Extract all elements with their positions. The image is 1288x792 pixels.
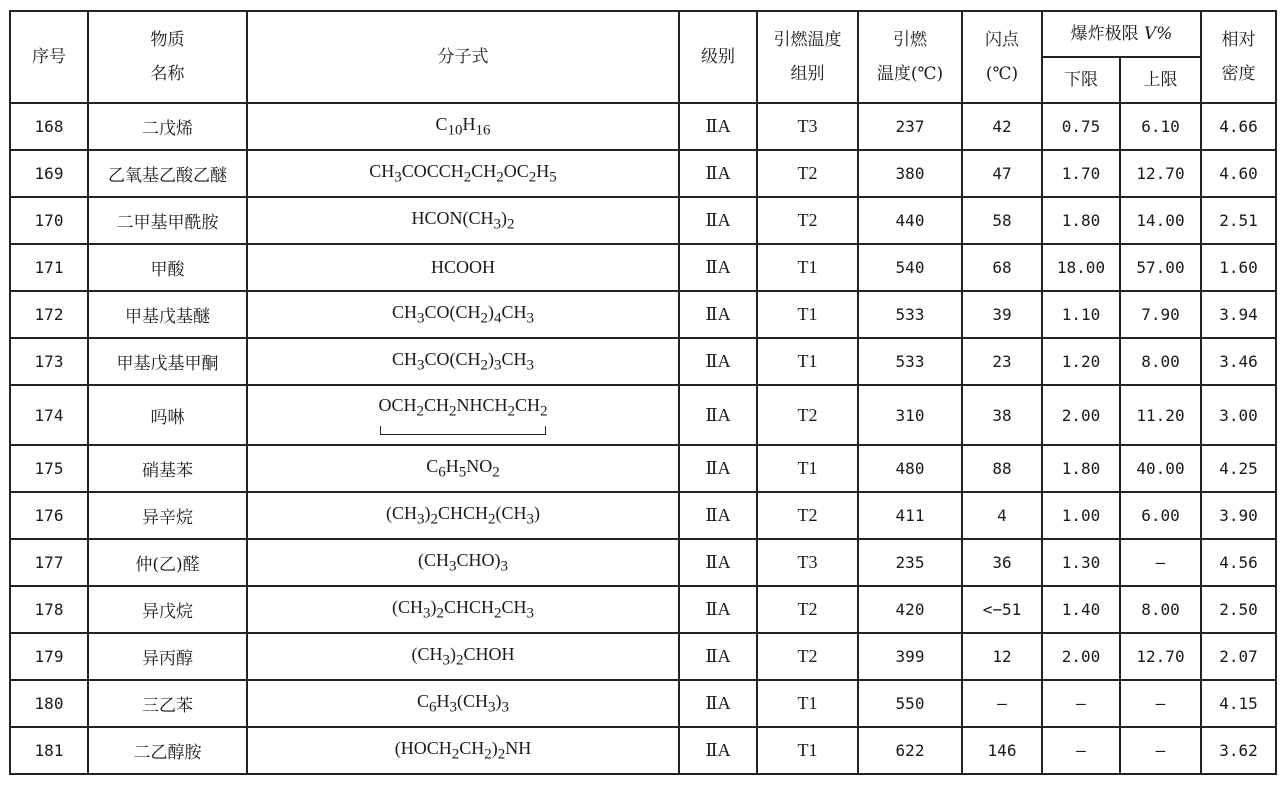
cell-relative-density: 2.07 (1201, 633, 1276, 680)
header-flash-line1: 闪点 (985, 30, 1019, 50)
cell-relative-density: 4.15 (1201, 680, 1276, 727)
cell-substance-name: 硝基苯 (88, 445, 247, 492)
header-grade: 级别 (679, 11, 757, 103)
cell-formula: $CH_3COCCH_2CH_2OC_2H_5$ (247, 150, 679, 197)
cell-substance-name: 二乙醇胺 (88, 727, 247, 774)
cell-ignition-temp: 411 (858, 492, 962, 539)
cell-formula: HCOOH (247, 244, 679, 291)
cell-formula: $(CH_3)_2CHOH$ (247, 633, 679, 680)
cell-lower-limit: 2.00 (1042, 633, 1120, 680)
cell-no: 181 (10, 727, 88, 774)
cell-grade: ⅡA (679, 492, 757, 539)
cell-relative-density: 1.60 (1201, 244, 1276, 291)
cell-ignition-group: T1 (757, 338, 858, 385)
cell-lower-limit: 2.00 (1042, 385, 1120, 445)
cell-ignition-temp: 399 (858, 633, 962, 680)
header-density-line2: 密度 (1221, 64, 1256, 84)
cell-grade: ⅡA (679, 197, 757, 244)
header-ignition-group (757, 11, 858, 103)
cell-upper-limit: 14.00 (1120, 197, 1201, 244)
cell-relative-density: 3.94 (1201, 291, 1276, 338)
header-ignition-temp (858, 11, 962, 103)
table-row (10, 633, 1276, 680)
cell-upper-limit: 11.20 (1120, 385, 1201, 445)
cell-flash-point: 146 (962, 727, 1042, 774)
cell-upper-limit: 6.00 (1120, 492, 1201, 539)
header-ignition-group-line1: 引燃温度 (773, 30, 842, 50)
cell-relative-density: 4.56 (1201, 539, 1276, 586)
table-row (10, 445, 1276, 492)
table-row (10, 150, 1276, 197)
cell-relative-density: 3.62 (1201, 727, 1276, 774)
cell-flash-point: 38 (962, 385, 1042, 445)
table-row (10, 197, 1276, 244)
cell-formula (247, 385, 679, 445)
cell-lower-limit: 1.70 (1042, 150, 1120, 197)
cell-ignition-temp: 235 (858, 539, 962, 586)
cell-ignition-group: T2 (757, 385, 858, 445)
cell-ignition-temp: 622 (858, 727, 962, 774)
cell-substance-name: 甲基戊基甲酮 (88, 338, 247, 385)
cell-ignition-group: T2 (757, 492, 858, 539)
cell-lower-limit: — (1042, 680, 1120, 727)
cell-lower-limit: 1.00 (1042, 492, 1120, 539)
cell-ignition-temp: 310 (858, 385, 962, 445)
table-row (10, 244, 1276, 291)
cell-upper-limit: 57.00 (1120, 244, 1201, 291)
cell-substance-name: 仲(乙)醛 (88, 539, 247, 586)
cell-upper-limit: — (1120, 727, 1201, 774)
cell-lower-limit: — (1042, 727, 1120, 774)
cell-relative-density: 4.25 (1201, 445, 1276, 492)
cell-substance-name: 三乙苯 (88, 680, 247, 727)
cell-relative-density: 3.90 (1201, 492, 1276, 539)
cell-grade: ⅡA (679, 586, 757, 633)
cell-formula: $(CH_3)_2CHCH_2CH_3$ (247, 586, 679, 633)
cell-relative-density: 3.00 (1201, 385, 1276, 445)
cell-relative-density: 4.66 (1201, 103, 1276, 150)
cell-no: 178 (10, 586, 88, 633)
cell-substance-name: 异戊烷 (88, 586, 247, 633)
cell-ignition-temp: 540 (858, 244, 962, 291)
cell-substance-name: 二戊烯 (88, 103, 247, 150)
cell-formula: $C_{10}H_{16}$ (247, 103, 679, 150)
ring-bracket (380, 426, 545, 435)
cell-lower-limit: 1.80 (1042, 197, 1120, 244)
cell-flash-point: 36 (962, 539, 1042, 586)
cell-grade: ⅡA (679, 385, 757, 445)
cell-upper-limit: 40.00 (1120, 445, 1201, 492)
cell-formula: $(CH_3)_2CHCH_2(CH_3)$ (247, 492, 679, 539)
table-row (10, 385, 1276, 445)
header-explosion-main: 爆炸极限 (1070, 24, 1144, 44)
cell-ignition-group: T1 (757, 727, 858, 774)
cell-flash-point: 12 (962, 633, 1042, 680)
cell-lower-limit: 1.80 (1042, 445, 1120, 492)
cell-ignition-temp: 533 (858, 338, 962, 385)
cell-upper-limit: — (1120, 539, 1201, 586)
cell-lower-limit: 1.30 (1042, 539, 1120, 586)
cell-grade: ⅡA (679, 150, 757, 197)
cell-lower-limit: 1.20 (1042, 338, 1120, 385)
cell-relative-density: 4.60 (1201, 150, 1276, 197)
cell-relative-density: 3.46 (1201, 338, 1276, 385)
cell-no: 174 (10, 385, 88, 445)
cell-ignition-temp: 440 (858, 197, 962, 244)
cell-formula: $CH_3CO(CH_2)_3CH_3$ (247, 338, 679, 385)
cell-substance-name: 吗啉 (88, 385, 247, 445)
cell-substance-name: 甲酸 (88, 244, 247, 291)
table-row (10, 291, 1276, 338)
cell-ignition-group: T1 (757, 244, 858, 291)
table-row (10, 680, 1276, 727)
cell-no: 175 (10, 445, 88, 492)
cell-substance-name: 乙氧基乙酸乙醚 (88, 150, 247, 197)
header-substance-line2: 名称 (150, 64, 185, 84)
cell-substance-name: 异辛烷 (88, 492, 247, 539)
cell-grade: ⅡA (679, 633, 757, 680)
cell-flash-point: — (962, 680, 1042, 727)
cell-lower-limit: 18.00 (1042, 244, 1120, 291)
header-upper-limit: 上限 (1120, 57, 1201, 103)
cell-grade: ⅡA (679, 445, 757, 492)
table-body (10, 103, 1276, 774)
header-substance (88, 11, 247, 103)
header-flash-point (962, 11, 1042, 103)
table-row (10, 338, 1276, 385)
header-flash-line2: (℃) (985, 64, 1019, 84)
cell-ignition-group: T2 (757, 633, 858, 680)
cell-ignition-temp: 380 (858, 150, 962, 197)
document-page (9, 10, 1275, 775)
cell-formula: $(CH_3CHO)_3$ (247, 539, 679, 586)
cell-ignition-temp: 237 (858, 103, 962, 150)
cell-ignition-temp: 533 (858, 291, 962, 338)
header-explosion-v: V% (1143, 24, 1173, 44)
cell-ignition-group: T1 (757, 291, 858, 338)
cell-flash-point: <−51 (962, 586, 1042, 633)
cell-upper-limit: 12.70 (1120, 633, 1201, 680)
cell-upper-limit: 8.00 (1120, 338, 1201, 385)
cell-grade: ⅡA (679, 244, 757, 291)
cell-ignition-temp: 420 (858, 586, 962, 633)
cell-flash-point: 23 (962, 338, 1042, 385)
cell-flash-point: 42 (962, 103, 1042, 150)
cell-formula: $C_6H_3(CH_3)_3$ (247, 680, 679, 727)
header-formula: 分子式 (247, 11, 679, 103)
cell-substance-name: 异丙醇 (88, 633, 247, 680)
header-relative-density (1201, 11, 1276, 103)
cell-no: 173 (10, 338, 88, 385)
cell-formula: $CH_3CO(CH_2)_4CH_3$ (247, 291, 679, 338)
table-row (10, 586, 1276, 633)
cell-no: 168 (10, 103, 88, 150)
header-ignition-temp-line2: 温度(℃) (876, 64, 944, 84)
cell-grade: ⅡA (679, 680, 757, 727)
cell-ignition-temp: 480 (858, 445, 962, 492)
cell-no: 169 (10, 150, 88, 197)
cell-grade: ⅡA (679, 291, 757, 338)
cell-upper-limit: 12.70 (1120, 150, 1201, 197)
cell-flash-point: 39 (962, 291, 1042, 338)
cell-no: 180 (10, 680, 88, 727)
hazardous-substance-table (9, 10, 1277, 775)
cell-formula: $(HOCH_2CH_2)_2NH$ (247, 727, 679, 774)
cell-ignition-group: T1 (757, 445, 858, 492)
header-ignition-temp-line1: 引燃 (893, 30, 927, 50)
cell-formula: $C_6H_5NO_2$ (247, 445, 679, 492)
cell-lower-limit: 1.10 (1042, 291, 1120, 338)
cell-formula: $HCON(CH_3)_2$ (247, 197, 679, 244)
cell-grade: ⅡA (679, 727, 757, 774)
cell-flash-point: 58 (962, 197, 1042, 244)
cell-ignition-group: T2 (757, 586, 858, 633)
cell-substance-name: 二甲基甲酰胺 (88, 197, 247, 244)
cell-ignition-group: T3 (757, 103, 858, 150)
cell-lower-limit: 0.75 (1042, 103, 1120, 150)
cell-grade: ⅡA (679, 103, 757, 150)
cell-no: 170 (10, 197, 88, 244)
cell-upper-limit: 8.00 (1120, 586, 1201, 633)
cell-upper-limit: 7.90 (1120, 291, 1201, 338)
cell-upper-limit: — (1120, 680, 1201, 727)
cell-no: 177 (10, 539, 88, 586)
cell-no: 171 (10, 244, 88, 291)
table-row (10, 492, 1276, 539)
cell-ignition-group: T1 (757, 680, 858, 727)
header-no: 序号 (10, 11, 88, 103)
header-explosion-limit (1042, 11, 1201, 57)
cell-grade: ⅡA (679, 338, 757, 385)
cell-upper-limit: 6.10 (1120, 103, 1201, 150)
cell-relative-density: 2.51 (1201, 197, 1276, 244)
table-row (10, 539, 1276, 586)
cell-flash-point: 68 (962, 244, 1042, 291)
cell-ignition-group: T2 (757, 150, 858, 197)
cell-grade: ⅡA (679, 539, 757, 586)
cell-ignition-temp: 550 (858, 680, 962, 727)
cell-no: 172 (10, 291, 88, 338)
header-ignition-group-line2: 组别 (790, 64, 825, 84)
cell-ignition-group: T2 (757, 197, 858, 244)
cell-no: 179 (10, 633, 88, 680)
cell-ignition-group: T3 (757, 539, 858, 586)
header-density-line1: 相对 (1221, 30, 1256, 50)
cell-flash-point: 47 (962, 150, 1042, 197)
ring-formula: $OCH_2CH_2NHCH_2CH_2$ (378, 395, 547, 435)
header-lower-limit: 下限 (1042, 57, 1120, 103)
cell-relative-density: 2.50 (1201, 586, 1276, 633)
cell-lower-limit: 1.40 (1042, 586, 1120, 633)
table-row (10, 103, 1276, 150)
table-row (10, 727, 1276, 774)
cell-flash-point: 4 (962, 492, 1042, 539)
cell-no: 176 (10, 492, 88, 539)
cell-substance-name: 甲基戊基醚 (88, 291, 247, 338)
cell-flash-point: 88 (962, 445, 1042, 492)
header-substance-line1: 物质 (150, 30, 185, 50)
